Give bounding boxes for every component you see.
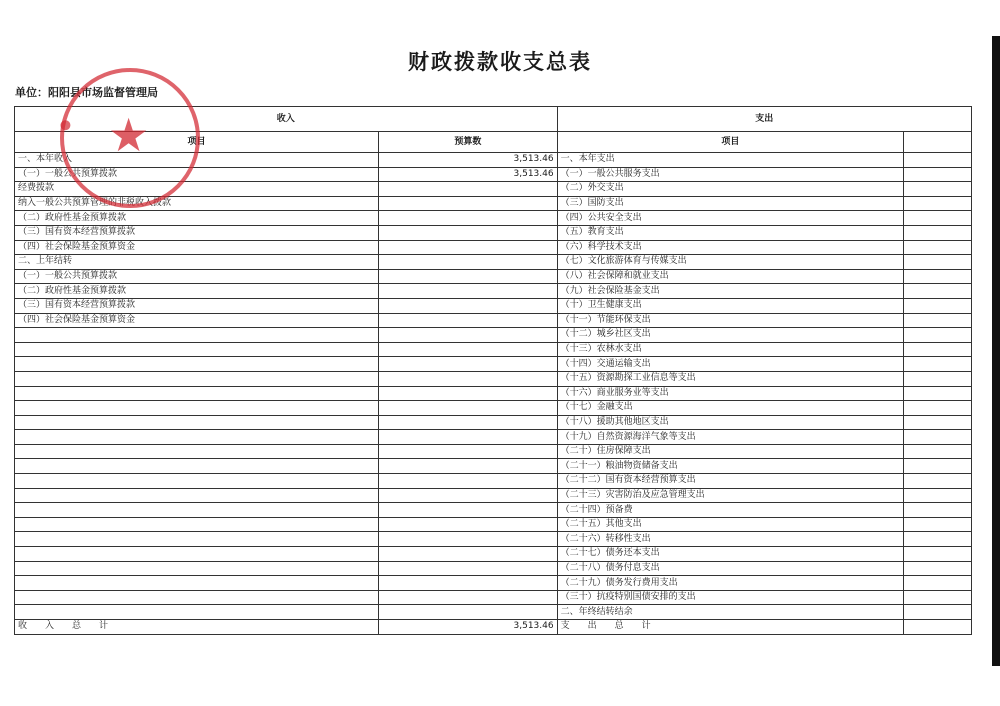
income-value-cell: 3,513.46: [379, 167, 557, 182]
income-value-cell: [379, 284, 557, 299]
expense-item-cell: （二十八）债务付息支出: [557, 561, 904, 576]
expense-item-cell: （一）一般公共服务支出: [557, 167, 904, 182]
income-value-cell: [379, 269, 557, 284]
income-value-cell: [379, 444, 557, 459]
income-value-cell: [379, 298, 557, 313]
expense-item-cell: （十）卫生健康支出: [557, 298, 904, 313]
table-row: [15, 547, 972, 562]
table-row: [15, 225, 972, 240]
income-value-cell: [379, 386, 557, 401]
expense-value-cell: [904, 386, 972, 401]
expense-value-cell: [904, 298, 972, 313]
table-row: [15, 444, 972, 459]
expense-value-cell: [904, 240, 972, 255]
table-row: [15, 401, 972, 416]
income-item-cell: （三）国有资本经营预算拨款: [15, 225, 379, 240]
expense-item-cell: （十三）农林水支出: [557, 342, 904, 357]
expense-item-cell: （十四）交通运输支出: [557, 357, 904, 372]
income-item-cell: [15, 430, 379, 445]
table-row: [15, 328, 972, 343]
income-item-cell: （二）政府性基金预算拨款: [15, 284, 379, 299]
table-row: [15, 284, 972, 299]
income-value-cell: [379, 182, 557, 197]
income-item-cell: [15, 401, 379, 416]
document-title: 财政拨款收支总表: [408, 49, 592, 74]
income-item-cell: [15, 357, 379, 372]
table-row: [15, 255, 972, 270]
income-value-cell: 3,513.46: [379, 153, 557, 168]
expense-header: 支出: [557, 107, 971, 132]
income-item-cell: [15, 590, 379, 605]
table-row: [15, 269, 972, 284]
income-value-cell: [379, 605, 557, 620]
expense-item-cell: （二十七）债务还本支出: [557, 547, 904, 562]
table-row: [15, 342, 972, 357]
income-item-cell: [15, 328, 379, 343]
income-value-cell: [379, 240, 557, 255]
expense-item-cell: （二十九）债务发行费用支出: [557, 576, 904, 591]
income-total-value: 3,513.46: [379, 620, 557, 635]
income-value-cell: [379, 590, 557, 605]
expense-value-cell: [904, 196, 972, 211]
income-value-cell: [379, 415, 557, 430]
expense-value-cell: [904, 211, 972, 226]
expense-total-label: 支出总计: [557, 620, 904, 635]
expense-value-cell: [904, 576, 972, 591]
expense-item-cell: （三十）抗疫特别国债安排的支出: [557, 590, 904, 605]
income-value-cell: [379, 357, 557, 372]
expense-item-cell: （二十五）其他支出: [557, 517, 904, 532]
expense-item-cell: （十五）资源勘探工业信息等支出: [557, 371, 904, 386]
income-item-cell: [15, 503, 379, 518]
expense-value-cell: [904, 313, 972, 328]
income-value-cell: [379, 371, 557, 386]
expense-item-cell: （十八）援助其他地区支出: [557, 415, 904, 430]
expense-value-cell: [904, 167, 972, 182]
table-row: [15, 590, 972, 605]
table-row: [15, 474, 972, 489]
income-item-cell: 二、上年结转: [15, 255, 379, 270]
income-item-cell: （三）国有资本经营预算拨款: [15, 298, 379, 313]
expense-value-cell: [904, 503, 972, 518]
table-row: [15, 211, 972, 226]
expense-value-cell: [904, 488, 972, 503]
seal-star-icon: ★: [108, 108, 150, 162]
expense-item-cell: （二十）住房保障支出: [557, 444, 904, 459]
expense-value-cell: [904, 182, 972, 197]
table-row: [15, 532, 972, 547]
income-value-cell: [379, 225, 557, 240]
income-value-cell: [379, 196, 557, 211]
income-value-cell: [379, 342, 557, 357]
expense-value-header: [904, 132, 972, 153]
income-item-cell: 一、本年收入: [15, 153, 379, 168]
expense-item-cell: （十七）金融支出: [557, 401, 904, 416]
expense-value-cell: [904, 561, 972, 576]
income-value-cell: [379, 547, 557, 562]
income-item-cell: [15, 488, 379, 503]
income-value-cell: [379, 459, 557, 474]
totals-row: [15, 620, 972, 635]
expense-item-cell: （九）社会保险基金支出: [557, 284, 904, 299]
income-item-cell: [15, 444, 379, 459]
expense-item-cell: （十九）自然资源海洋气象等支出: [557, 430, 904, 445]
expense-value-cell: [904, 401, 972, 416]
expense-item-cell: （二十一）粮油物资储备支出: [557, 459, 904, 474]
income-value-cell: [379, 532, 557, 547]
income-value-cell: [379, 488, 557, 503]
income-item-cell: （一）一般公共预算拨款: [15, 269, 379, 284]
income-item-cell: （一）一般公共预算拨款: [15, 167, 379, 182]
income-item-cell: [15, 532, 379, 547]
expense-item-cell: （四）公共安全支出: [557, 211, 904, 226]
expense-item-cell: （二十六）转移性支出: [557, 532, 904, 547]
table-row: [15, 386, 972, 401]
income-item-cell: 纳入一般公共预算管理的非税收入拨款: [15, 196, 379, 211]
expense-item-cell: （二十四）预备费: [557, 503, 904, 518]
expense-value-cell: [904, 430, 972, 445]
expense-item-cell: （十二）城乡社区支出: [557, 328, 904, 343]
expense-value-cell: [904, 255, 972, 270]
income-value-cell: [379, 255, 557, 270]
expense-value-cell: [904, 415, 972, 430]
table-row: [15, 517, 972, 532]
income-item-cell: [15, 386, 379, 401]
page-edge: [992, 36, 1000, 666]
expense-item-cell: （十六）商业服务业等支出: [557, 386, 904, 401]
seal-text: ●: [56, 114, 76, 135]
expense-value-cell: [904, 225, 972, 240]
expense-value-cell: [904, 328, 972, 343]
income-item-cell: [15, 474, 379, 489]
table-row: [15, 488, 972, 503]
table-row: [15, 371, 972, 386]
income-item-cell: [15, 605, 379, 620]
expense-value-cell: [904, 532, 972, 547]
income-value-cell: [379, 474, 557, 489]
income-item-cell: （四）社会保险基金预算资金: [15, 240, 379, 255]
expense-item-cell: 一、本年支出: [557, 153, 904, 168]
income-value-cell: [379, 401, 557, 416]
expense-item-cell: （十一）节能环保支出: [557, 313, 904, 328]
expense-item-cell: （二十三）灾害防治及应急管理支出: [557, 488, 904, 503]
official-seal: [56, 68, 200, 208]
expense-item-cell: （七）文化旅游体育与传媒支出: [557, 255, 904, 270]
income-value-cell: [379, 328, 557, 343]
expense-value-cell: [904, 517, 972, 532]
unit-label: 单位：阳阳县市场监督管理局: [15, 86, 158, 99]
table-row: [15, 430, 972, 445]
expense-value-cell: [904, 269, 972, 284]
income-item-cell: [15, 547, 379, 562]
income-item-cell: [15, 371, 379, 386]
table-row: [15, 605, 972, 620]
table-row: [15, 298, 972, 313]
expense-item-cell: （二）外交支出: [557, 182, 904, 197]
table-row: [15, 240, 972, 255]
table-row: [15, 561, 972, 576]
expense-item-cell: （六）科学技术支出: [557, 240, 904, 255]
income-total-label: 收入总计: [15, 620, 379, 635]
expense-item-cell: （二十二）国有资本经营预算支出: [557, 474, 904, 489]
expense-value-cell: [904, 342, 972, 357]
budget-header: 预算数: [379, 132, 557, 153]
table-row: [15, 459, 972, 474]
expense-value-cell: [904, 444, 972, 459]
income-item-cell: [15, 342, 379, 357]
expense-item-cell: （八）社会保障和就业支出: [557, 269, 904, 284]
expense-value-cell: [904, 459, 972, 474]
table-row: [15, 503, 972, 518]
table-row: [15, 576, 972, 591]
income-value-cell: [379, 517, 557, 532]
expense-value-cell: [904, 590, 972, 605]
income-value-cell: [379, 430, 557, 445]
income-value-cell: [379, 211, 557, 226]
income-value-cell: [379, 561, 557, 576]
income-value-cell: [379, 313, 557, 328]
income-value-cell: [379, 503, 557, 518]
table-row: [15, 313, 972, 328]
income-item-cell: （四）社会保险基金预算资金: [15, 313, 379, 328]
expense-total-value: [904, 620, 972, 635]
table-row: [15, 357, 972, 372]
expense-value-cell: [904, 605, 972, 620]
income-item-cell: 经费拨款: [15, 182, 379, 197]
expense-item-cell: 二、年终结转结余: [557, 605, 904, 620]
expense-value-cell: [904, 547, 972, 562]
income-item-cell: [15, 459, 379, 474]
expense-value-cell: [904, 153, 972, 168]
income-item-cell: （二）政府性基金预算拨款: [15, 211, 379, 226]
income-value-cell: [379, 576, 557, 591]
income-item-cell: [15, 561, 379, 576]
income-header: 收入: [15, 107, 558, 132]
income-item-cell: [15, 517, 379, 532]
table-row: [15, 415, 972, 430]
expense-value-cell: [904, 474, 972, 489]
income-item-cell: [15, 576, 379, 591]
expense-value-cell: [904, 357, 972, 372]
income-item-cell: [15, 415, 379, 430]
expense-value-cell: [904, 284, 972, 299]
expense-item-header: 项目: [557, 132, 904, 153]
expense-value-cell: [904, 371, 972, 386]
expense-item-cell: （五）教育支出: [557, 225, 904, 240]
expense-item-cell: （三）国防支出: [557, 196, 904, 211]
income-item-header: 项目: [15, 132, 379, 153]
